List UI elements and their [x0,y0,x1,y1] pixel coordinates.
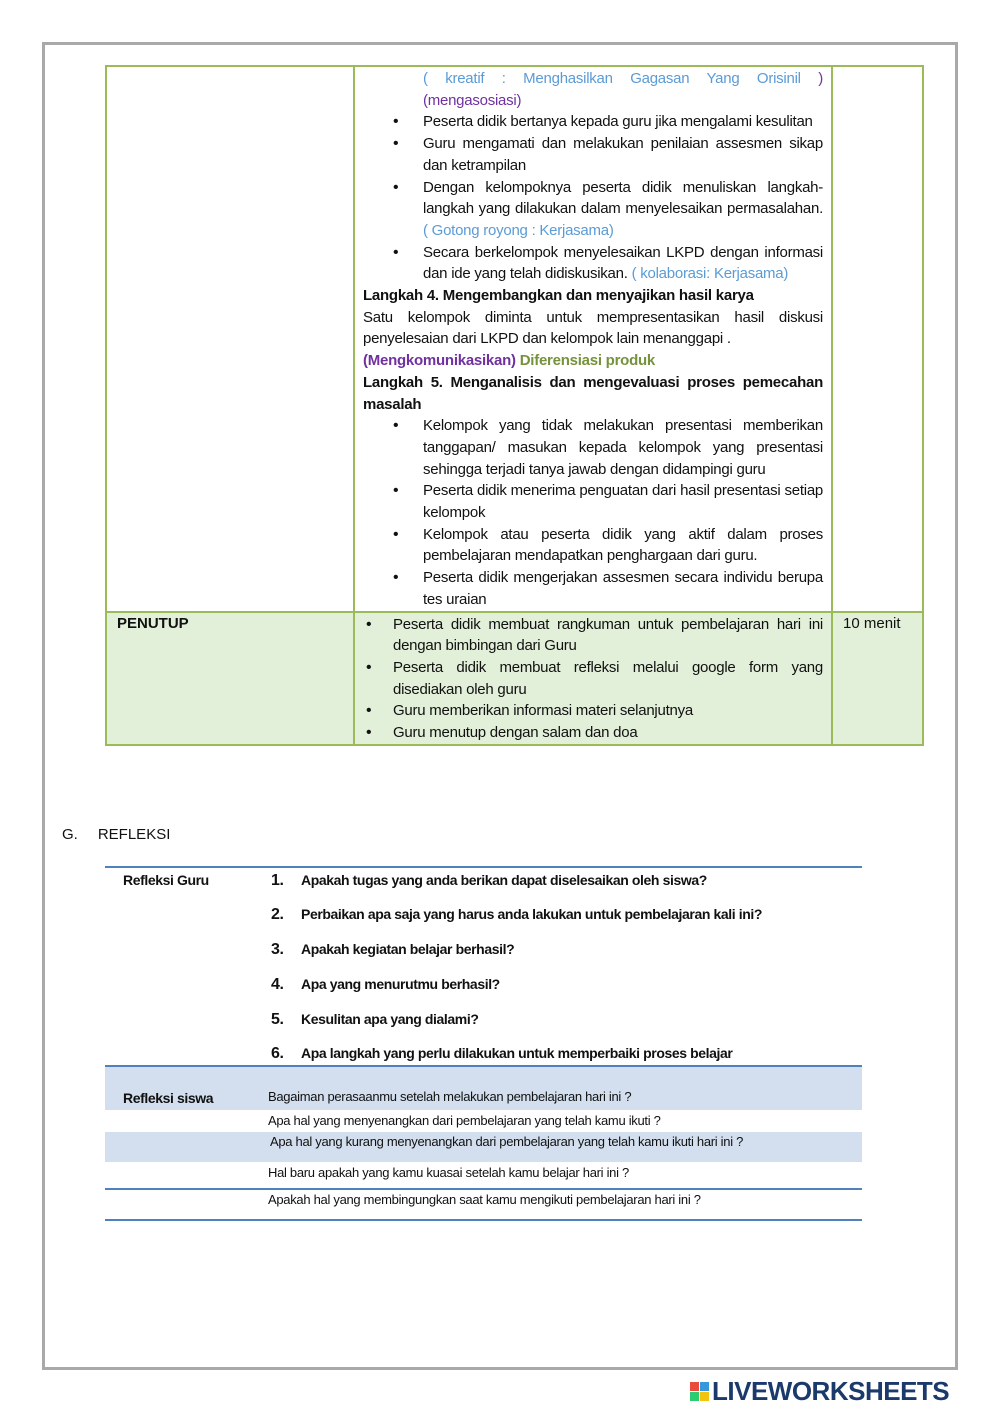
refleksi-siswa-label: Refleksi siswa [123,1090,214,1106]
corner-mark [42,42,56,56]
kreatif-note: ( kreatif : Menghasilkan Gagasan Yang Orisinil [423,70,801,87]
list-item: • Kelompok yang tidak melakukan presentasi memberikan tanggapan/ masukan kepada kelompok yang presentasi sehingga terjadi tanya jawab dengan didampingi guru [363,415,823,480]
list-item: • Peserta didik bertanya kepada guru jika mengalami kesulitan [363,111,823,133]
list-item: • Peserta didik mengerjakan assesmen secara individu berupa tes uraian [363,567,823,610]
guru-question: 4. Apa yang menurutmu berhasil? [271,976,500,993]
section-heading: G. REFLEKSI [62,826,171,843]
guru-question: 1. Apakah tugas yang anda berikan dapat diselesaikan oleh siswa? [271,872,707,889]
lesson-table [105,65,924,746]
logo-icon [690,1382,709,1401]
list-item: • Peserta didik membuat refleksi melalui google form yang disediakan oleh guru [363,657,823,700]
penutup-row [107,611,922,744]
guru-question: 6. Apa langkah yang perlu dilakukan untuk memperbaiki proses belajar [271,1045,733,1062]
guru-question: 3. Apakah kegiatan belajar berhasil? [271,941,515,958]
list-item: • Guru mengamati dan melakukan penilaian assesmen sikap dan ketrampilan [363,133,823,176]
divider [105,1065,862,1067]
siswa-question: Apa hal yang kurang menyenangkan dari pembelajaran yang telah kamu ikuti hari ini ? [270,1134,744,1149]
activity-cell [355,67,833,611]
siswa-question: Bagaiman perasaanmu setelah melakukan pembelajaran hari ini ? [268,1089,632,1104]
reflection-table [105,866,862,1219]
guru-question: 5. Kesulitan apa yang dialami? [271,1011,479,1028]
list-item: • Kelompok atau peserta didik yang aktif dalam proses pembelajaran mendapatkan penghargaan dari guru. [363,524,823,567]
list-item: • Guru menutup dengan salam dan doa [363,722,823,744]
phase-cell [107,67,355,611]
penutup-label: PENUTUP [107,613,355,744]
penutup-time: 10 menit [843,614,901,632]
mengasosiasi-note: )(mengasosiasi) [423,70,824,109]
list-item: • Guru memberikan informasi materi selanjutnya [363,700,823,722]
table-row [107,67,922,611]
refleksi-guru-label: Refleksi Guru [123,872,209,888]
step4-title: Langkah 4. Mengembangkan dan menyajikan hasil karya [363,287,754,305]
liveworksheets-logo: LIVEWORKSHEETS [690,1376,949,1407]
list-item: • Peserta didik menerima penguatan dari hasil presentasi setiap kelompok [363,480,823,523]
step5-title: Langkah 5. Menganalisis dan mengevaluasi proses pemecahan masalah [363,373,823,413]
siswa-question: Apa hal yang menyenangkan dari pembelajaran yang telah kamu ikuti ? [268,1113,661,1128]
step4-text: Satu kelompok diminta untuk mempresentasikan hasil diskusi penyelesaian dari LKPD dan kelompok lain menanggapi . (Mengkomunikasikan) Diferensiasi produk [363,308,823,370]
list-item: • Dengan kelompoknya peserta didik menuliskan langkah-langkah yang dilakukan dalam menyelesaikan permasalahan. ( Gotong royong : Kerjasama) [363,177,823,242]
divider [105,1219,862,1221]
time-cell [833,67,922,611]
siswa-question: Apakah hal yang membingungkan saat kamu mengikuti pembelajaran hari ini ? [268,1192,701,1207]
siswa-question: Hal baru apakah yang kamu kuasai setelah kamu belajar hari ini ? [268,1165,629,1180]
guru-question: 2. Perbaikan apa saja yang harus anda lakukan untuk pembelajaran kali ini? [271,906,763,923]
penutup-activities [355,613,833,744]
divider [105,1188,862,1190]
list-item: • Peserta didik membuat rangkuman untuk pembelajaran hari ini dengan bimbingan dari Guru [363,614,823,657]
list-item: • Secara berkelompok menyelesaikan LKPD dengan informasi dan ide yang telah didiskusikan. ( kolaborasi: Kerjasama) [363,242,823,285]
